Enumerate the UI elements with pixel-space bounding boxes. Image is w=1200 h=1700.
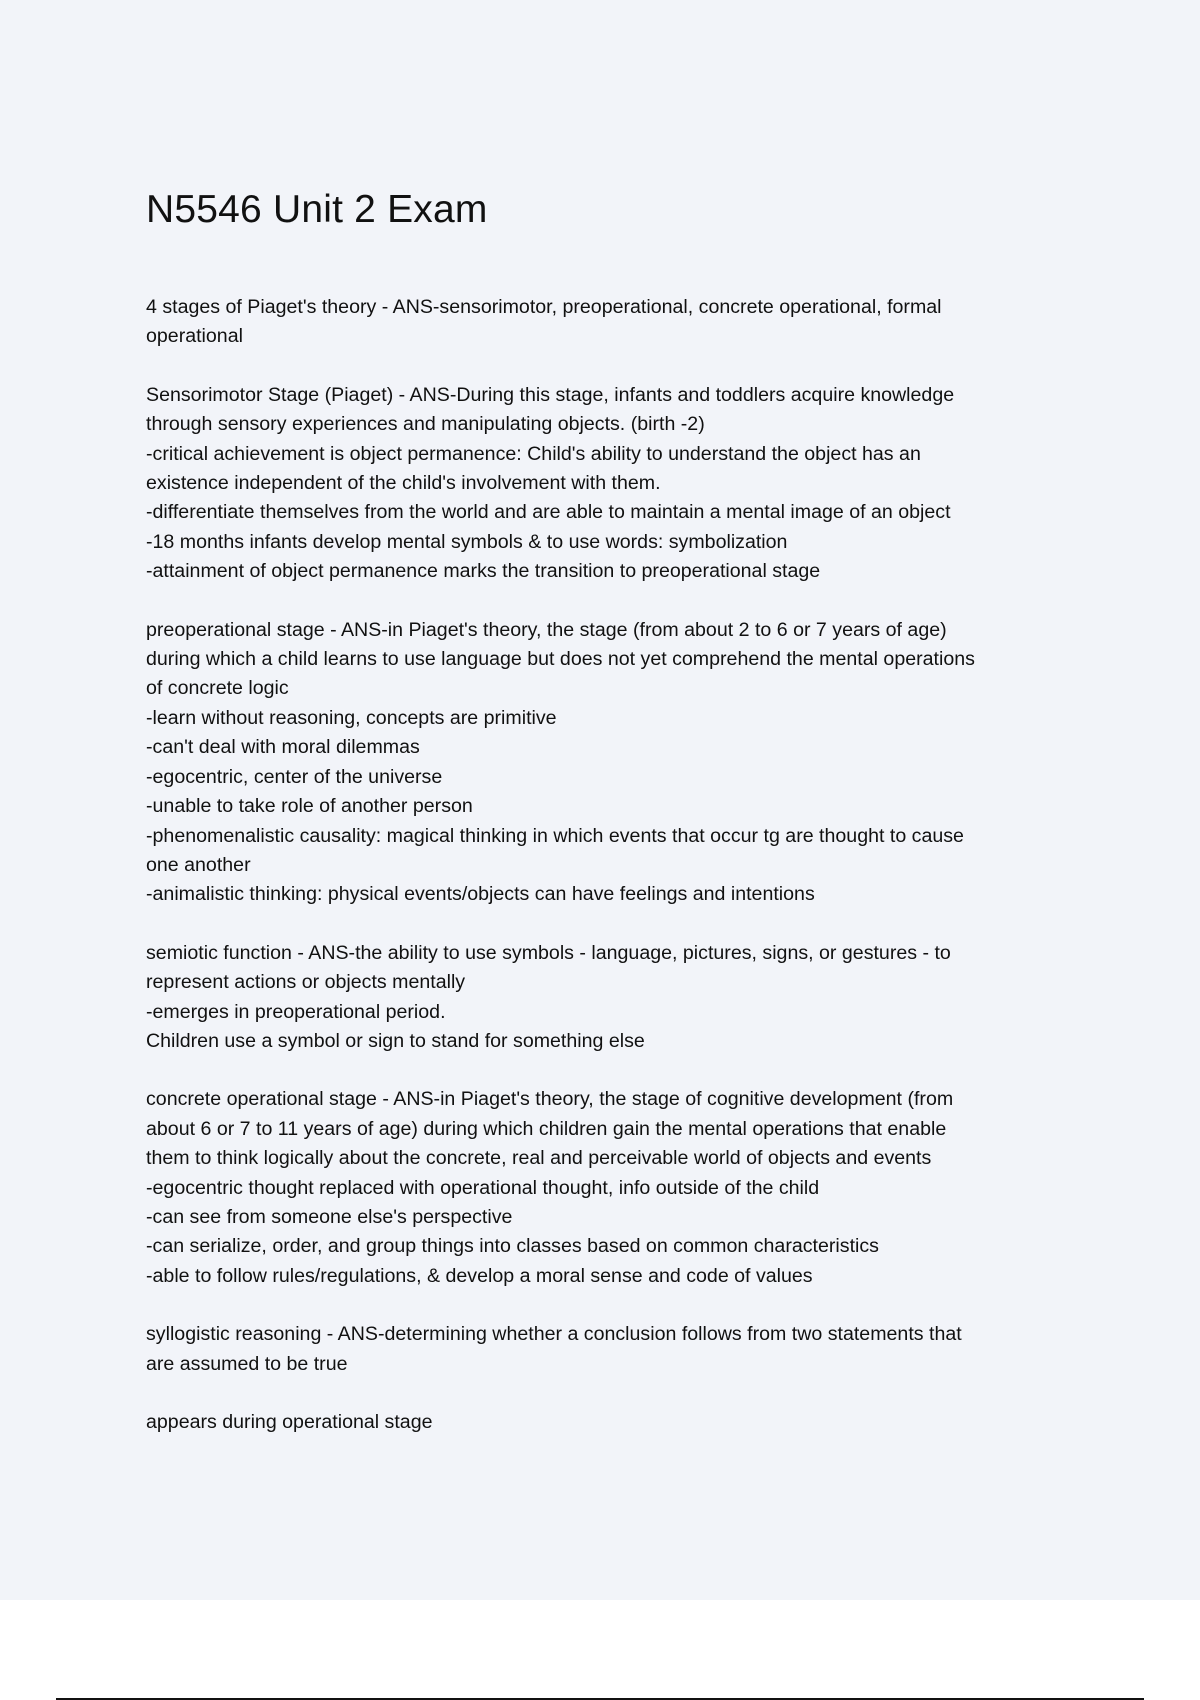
entry-line: -attainment of object permanence marks the transition to preoperational stage [146, 560, 821, 583]
entry-list [146, 293, 1096, 1437]
entry-line: -unable to take role of another person [146, 795, 473, 818]
entry-line: of concrete logic [146, 677, 289, 700]
entry-line: semiotic function - ANS-the ability to use symbols - language, pictures, signs, or gestures - to [146, 941, 951, 964]
entry-line: represent actions or objects mentally [146, 971, 466, 994]
entry-line: 4 stages of Piaget's theory - ANS-sensorimotor, preoperational, concrete operational, formal [146, 296, 942, 318]
entry-line: -18 months infants develop mental symbols & to use words: symbolization [146, 530, 788, 553]
entry-line: -can't deal with moral dilemmas [146, 736, 420, 759]
entry-line: through sensory experiences and manipulating objects. (birth -2) [146, 413, 705, 436]
entry-line: concrete operational stage - ANS-in Piaget's theory, the stage of cognitive development (from [146, 1088, 954, 1111]
entry-line: -animalistic thinking: physical events/objects can have feelings and intentions [146, 883, 815, 906]
document-content [146, 182, 1096, 1466]
entry-line: them to think logically about the concrete, real and perceivable world of objects and events [146, 1147, 932, 1170]
entry-line: -phenomenalistic causality: magical thinking in which events that occur tg are thought to cause [146, 824, 964, 847]
entry-line: -critical achievement is object permanence: Child's ability to understand the object has an [146, 442, 921, 465]
entry-line: appears during operational stage [146, 1411, 433, 1433]
qa-entry [146, 616, 1096, 910]
entry-line: syllogistic reasoning - ANS-determining whether a conclusion follows from two statements that [146, 1323, 962, 1346]
entry-line: -egocentric, center of the universe [146, 765, 443, 788]
entry-line: -able to follow rules/regulations, & develop a moral sense and code of values [146, 1264, 813, 1287]
entry-line: -learn without reasoning, concepts are primitive [146, 706, 557, 729]
qa-entry [146, 381, 1096, 587]
qa-entry [146, 1408, 1096, 1437]
entry-line: -can see from someone else's perspective [146, 1205, 513, 1228]
entry-line: operational [146, 325, 243, 348]
page-title: N5546 Unit 2 Exam [146, 188, 488, 231]
qa-entry [146, 939, 1096, 1057]
entry-line: Sensorimotor Stage (Piaget) - ANS-During this stage, infants and toddlers acquire knowledge [146, 383, 955, 406]
entry-line: -differentiate themselves from the world and are able to maintain a mental image of an object [146, 501, 951, 524]
qa-entry [146, 293, 1096, 352]
entry-line: preoperational stage - ANS-in Piaget's theory, the stage (from about 2 to 6 or 7 years of age) [146, 618, 947, 641]
entry-line: during which a child learns to use language but does not yet comprehend the mental operations [146, 648, 975, 671]
entry-line: one another [146, 853, 251, 876]
qa-entry [146, 1320, 1096, 1379]
entry-line: -egocentric thought replaced with operational thought, info outside of the child [146, 1176, 820, 1199]
entry-line: are assumed to be true [146, 1352, 348, 1375]
entry-line: existence independent of the child's involvement with them. [146, 472, 661, 495]
qa-entry [146, 1085, 1096, 1291]
entry-line: -emerges in preoperational period. [146, 1000, 446, 1023]
entry-line: Children use a symbol or sign to stand for something else [146, 1029, 645, 1052]
entry-line: -can serialize, order, and group things into classes based on common characteristics [146, 1235, 879, 1258]
entry-line: about 6 or 7 to 11 years of age) during which children gain the mental operations that enable [146, 1117, 947, 1140]
